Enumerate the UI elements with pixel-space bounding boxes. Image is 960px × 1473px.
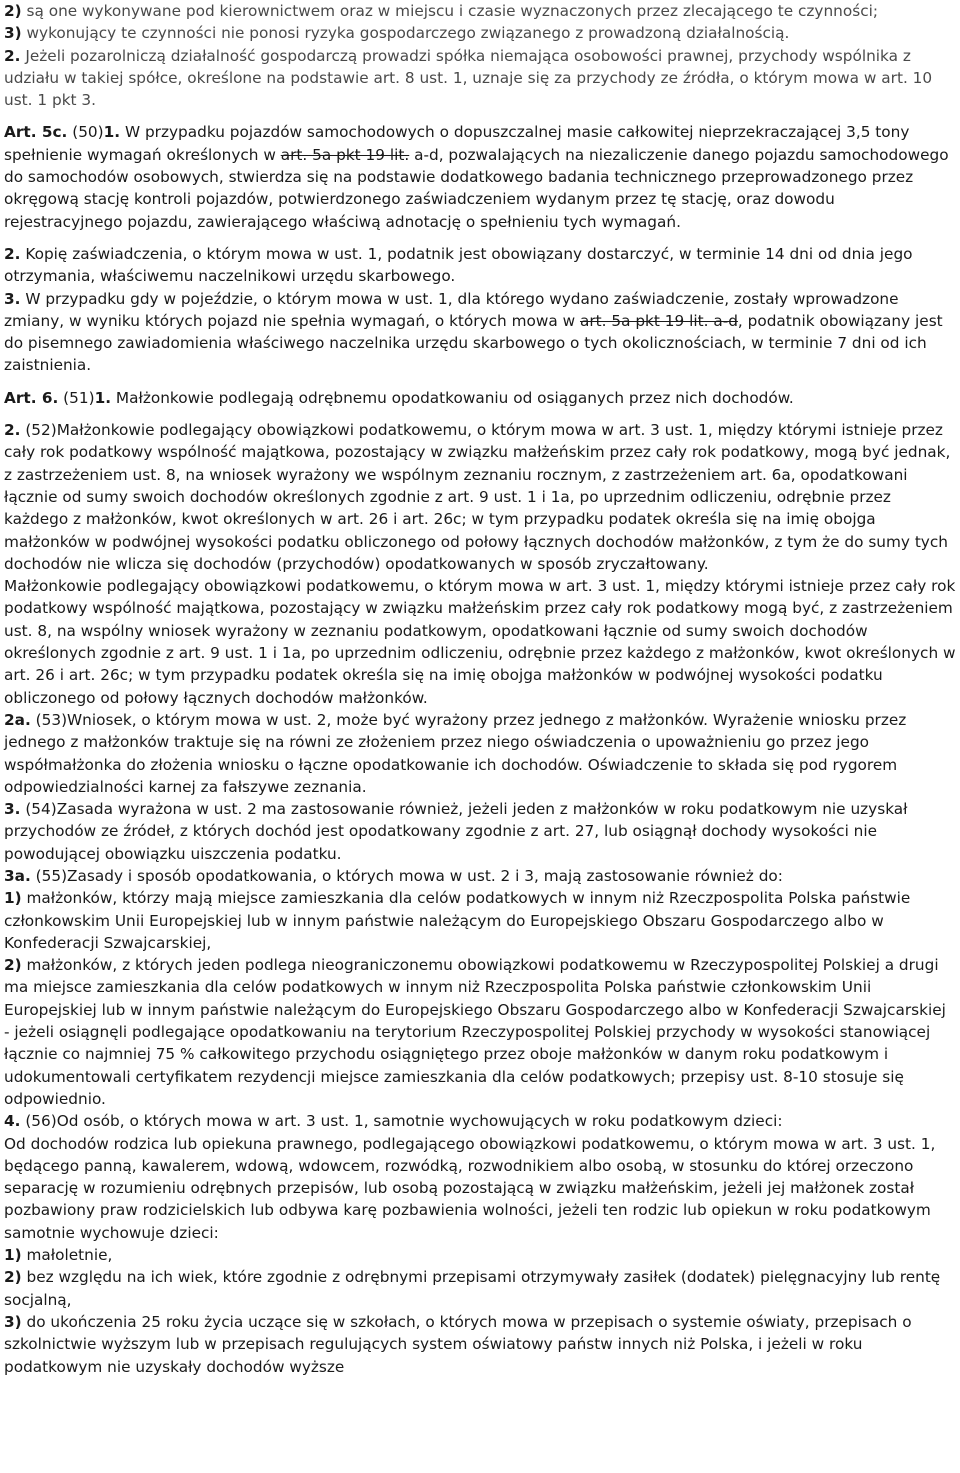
- article-heading: Art. 5c.: [4, 123, 68, 142]
- article-6-ust-4-point-3: [4, 1311, 956, 1378]
- point-text: są one wykonywane pod kierownictwem oraz w miejscu i czasie wyznaczonych przez zlecającego te czynności;: [21, 2, 879, 20]
- ust-text: W przypadku gdy w pojeździe, o którym mowa w ust. 1, dla którego wydano zaświadczenie, zostały wprowadzone zmiany, w wyniku których pojazd nie spełnia wymagań, o których mowa w: [4, 289, 899, 330]
- article-6-ust-1: [4, 387, 956, 409]
- ust-text: Jeżeli pozarolniczą działalność gospodarczą prowadzi spółka niemająca osobowości prawnej, przychody wspólnika z udziału w takiej spółce, określone na podstawie art. 8 ust. 1, uznaje się za przychody ze źródła, o którym mowa w art. 10 ust. 1 pkt 3.: [4, 46, 933, 110]
- ust-number: 3a.: [4, 866, 31, 885]
- point-number: 1): [4, 1246, 22, 1265]
- ust-number: 2.: [4, 421, 21, 440]
- point-number: 1): [4, 889, 22, 908]
- article-6-ust-2-new: [4, 575, 956, 709]
- point-text: do ukończenia 25 roku życia uczące się w szkołach, o których mowa w przepisach o systemie oświaty, przepisach o szkolnictwie wyższym lub w przepisach regulujących system oświatowy państw innych niż Polska, i jeżeli w roku podatkowym nie uzyskały dochodów wyższe: [4, 1312, 912, 1376]
- ust-number: 2.: [4, 46, 21, 65]
- paragraph-ust-2: [4, 45, 956, 112]
- ust-text: W przypadku pojazdów samochodowych o dopuszczalnej masie całkowitej nieprzekraczającej 3,5 tony spełnienie wymagań określonych w: [4, 123, 910, 164]
- struck-text: art. 5a pkt 19 lit.: [280, 145, 410, 164]
- ust-number: 1.: [103, 123, 121, 142]
- article-6-ust-3a: [4, 865, 956, 887]
- ust-number: 2.: [4, 244, 21, 263]
- point-text: bez względu na ich wiek, które zgodnie z odrębnymi przepisami otrzymywały zasiłek (dodatek) pielęgnacyjny lub rentę socjalną,: [4, 1268, 941, 1309]
- ust-number: 4.: [4, 1112, 21, 1131]
- spacer: [4, 409, 956, 419]
- article-6-ust-3a-point-2: [4, 954, 956, 1021]
- ust-text: a-d, pozwalających na niezaliczenie danego pojazdu samochodowego do samochodów osobowych, stwierdza się na podstawie dodatkowego badania technicznego przeprowadzonego przez okręgową stację kontroli pojazdów, potwierdzonego zaświadczeniem wydanym przez tę stację, oraz dowodu rejestracyjnego pojazdu, zawierającego właściwą adnotację o spełnieniu tych wymagań.: [4, 145, 949, 231]
- article-6-ust-2: [4, 419, 956, 575]
- ust-number: 1.: [94, 388, 112, 407]
- paragraph-point-3: [4, 22, 956, 44]
- article-5c-ust-3: [4, 288, 956, 377]
- paragraph-point-2: [4, 0, 956, 22]
- condition-text: - jeżeli osiągnęli podlegające opodatkowaniu na terytorium Rzeczypospolitej Polskiej przychody w wysokości stanowiącej łącznie co najmniej 75 % całkowitego przychodu osiągniętego przez oboje małżonków w danym roku podatkowym i udokumentowali certyfikatem rezydencji miejsce zamieszkania dla celów podatkowych; przepisy ust. 8-10 stosuje się odpowiednio.: [4, 1023, 931, 1108]
- article-5c-ust-2: [4, 243, 956, 288]
- article-6-ust-2a: [4, 709, 956, 798]
- point-text: małżonków, którzy mają miejsce zamieszkania dla celów podatkowych w innym niż Rzeczpospolita Polska państwie członkowskim Unii Europejskiej lub w innym państwie należącym do Europejskiego Obszaru Gospodarczego albo w Konfederacji Szwajcarskiej,: [4, 889, 911, 952]
- article-6-ust-4: [4, 1110, 956, 1132]
- spacer: [4, 377, 956, 387]
- ust-text: (52)Małżonkowie podlegający obowiązkowi podatkowemu, o którym mowa w art. 3 ust. 1, między którymi istnieje przez cały rok podatkowy wspólność majątkowa, pozostający w związku małżeńskim przez cały rok podatkowy, mogą być jednak, z zastrzeżeniem ust. 8, na wniosek wyrażony we wspólnym zeznaniu rocznym, z zastrzeżeniem art. 6a, opodatkowani łącznie od sumy swoich dochodów określonych zgodnie z art. 9 ust. 1 i 1a, po uprzednim odliczeniu, odrębnie przez każdego z małżonków, kwot określonych w art. 26 i art. 26c; w tym przypadku podatek określa się na imię obojga małżonków w podwójnej wysokości podatku obliczonego od połowy łącznych dochodów małżonków, z tym że do sumy tych dochodów nie wlicza się dochodów (przychodów) opodatkowanych w sposób zryczałtowany.: [4, 421, 951, 573]
- ust-text: (55)Zasady i sposób opodatkowania, o których mowa w ust. 2 i 3, mają zastosowanie również do:: [30, 866, 783, 885]
- article-6-ust-3a-condition: [4, 1021, 956, 1110]
- ust-text: (56)Od osób, o których mowa w art. 3 ust. 1, samotnie wychowujących w roku podatkowym dzieci:: [20, 1112, 783, 1131]
- ust-text: Kopię zaświadczenia, o którym mowa w ust. 1, podatnik jest obowiązany dostarczyć, w terminie 14 dni od dnia jego otrzymania, właściwemu naczelnikowi urzędu skarbowego.: [4, 244, 913, 286]
- point-number: 3): [4, 1312, 22, 1331]
- footnote-ref: (51): [58, 388, 95, 407]
- point-text: małoletnie,: [21, 1246, 113, 1265]
- point-number: 2): [4, 1268, 22, 1287]
- ust-text: Małżonkowie podlegający obowiązkowi podatkowemu, o którym mowa w art. 3 ust. 1, między którymi istnieje przez cały rok podatkowy wspólność majątkowa, pozostający w związku małżeńskim przez cały rok podatkowy mogą być, z zastrzeżeniem ust. 8, na wspólny wniosek wyrażony w zeznaniu podatkowym, opodatkowani łącznie od sumy swoich dochodów określonych zgodnie z art. 9 ust. 1 i 1a, po uprzednim odliczeniu, odrębnie przez każdego z małżonków, kwot określonych w art. 26 i art. 26c; w tym przypadku podatek określa się na imię obojga małżonków w podwójnej wysokości podatku obliczonego od połowy łącznych dochodów małżonków.: [4, 577, 956, 707]
- struck-text: art. 5a pkt 19 lit. a-d: [579, 311, 738, 330]
- point-text: małżonków, z których jeden podlega nieograniczonemu obowiązkowi podatkowemu w Rzeczypospolitej Polskiej a drugi ma miejsce zamieszkania dla celów podatkowych w innym niż Rzeczpospolita Polska państwie członkowskim Unii Europejskiej lub w innym państwie należącym do Europejskiego Obszaru Gospodarczego albo w Konfederacji Szwajcarskiej: [4, 956, 946, 1019]
- ust-text: (54)Zasada wyrażona w ust. 2 ma zastosowanie również, jeżeli jeden z małżonków w roku podatkowym nie uzyskał przychodów ze źródeł, z których dochód jest opodatkowany zgodnie z art. 27, lub osiągnął dochody wysokości nie powodującej obowiązku uiszczenia podatku.: [4, 800, 908, 863]
- ust-number: 2a.: [4, 710, 31, 729]
- ust-number: 3.: [4, 800, 21, 819]
- article-6-ust-3a-point-1: [4, 887, 956, 954]
- point-text: wykonujący te czynności nie ponosi ryzyka gospodarczego związanego z prowadzoną działalnością.: [21, 24, 790, 43]
- article-5c-ust-1: [4, 121, 956, 232]
- ust-text: Od dochodów rodzica lub opiekuna prawnego, podlegającego obowiązkowi podatkowemu, o którym mowa w art. 3 ust. 1, będącego panną, kawalerem, wdową, wdowcem, rozwódką, rozwodnikiem albo osobą, w stosunku do której orzeczono separację w rozumieniu odrębnych przepisów, lub osobą pozostającą w związku małżeńskim, jeżeli jej małżonek został pozbawiony praw rodzicielskich lub odbywa karę pozbawienia wolności, jeżeli ten rodzic lub opiekun w roku podatkowym samotnie wychowuje dzieci:: [4, 1134, 936, 1242]
- ust-text: (53)Wniosek, o którym mowa w ust. 2, może być wyrażony przez jednego z małżonków. Wyrażenie wniosku przez jednego z małżonków traktuje się na równi ze złożeniem przez niego oświadczenia o upoważnieniu go przez jego współmałżonka do złożenia wniosku o łączne opodatkowanie ich dochodów. Oświadczenie to składa się pod rygorem odpowiedzialności karnej za fałszywe zeznania.: [4, 710, 907, 796]
- ust-text: Małżonkowie podlegają odrębnemu opodatkowaniu od osiąganych przez nich dochodów.: [111, 388, 794, 407]
- spacer: [4, 233, 956, 243]
- footnote-ref: (50): [67, 123, 104, 142]
- point-number: 3): [4, 24, 22, 43]
- point-number: 2): [4, 2, 22, 20]
- article-6-ust-4-point-2: [4, 1266, 956, 1311]
- article-6-ust-4-point-1: [4, 1244, 956, 1266]
- ust-number: 3.: [4, 289, 21, 308]
- point-number: 2): [4, 956, 22, 975]
- ust-text: , podatnik obowiązany jest do pisemnego zawiadomienia właściwego naczelnika urzędu skarbowego o tych okolicznościach, w terminie 7 dni od ich zaistnienia.: [4, 311, 943, 375]
- article-heading: Art. 6.: [4, 388, 59, 407]
- article-6-ust-4-new: [4, 1133, 956, 1244]
- article-6-ust-3: [4, 798, 956, 865]
- spacer: [4, 111, 956, 121]
